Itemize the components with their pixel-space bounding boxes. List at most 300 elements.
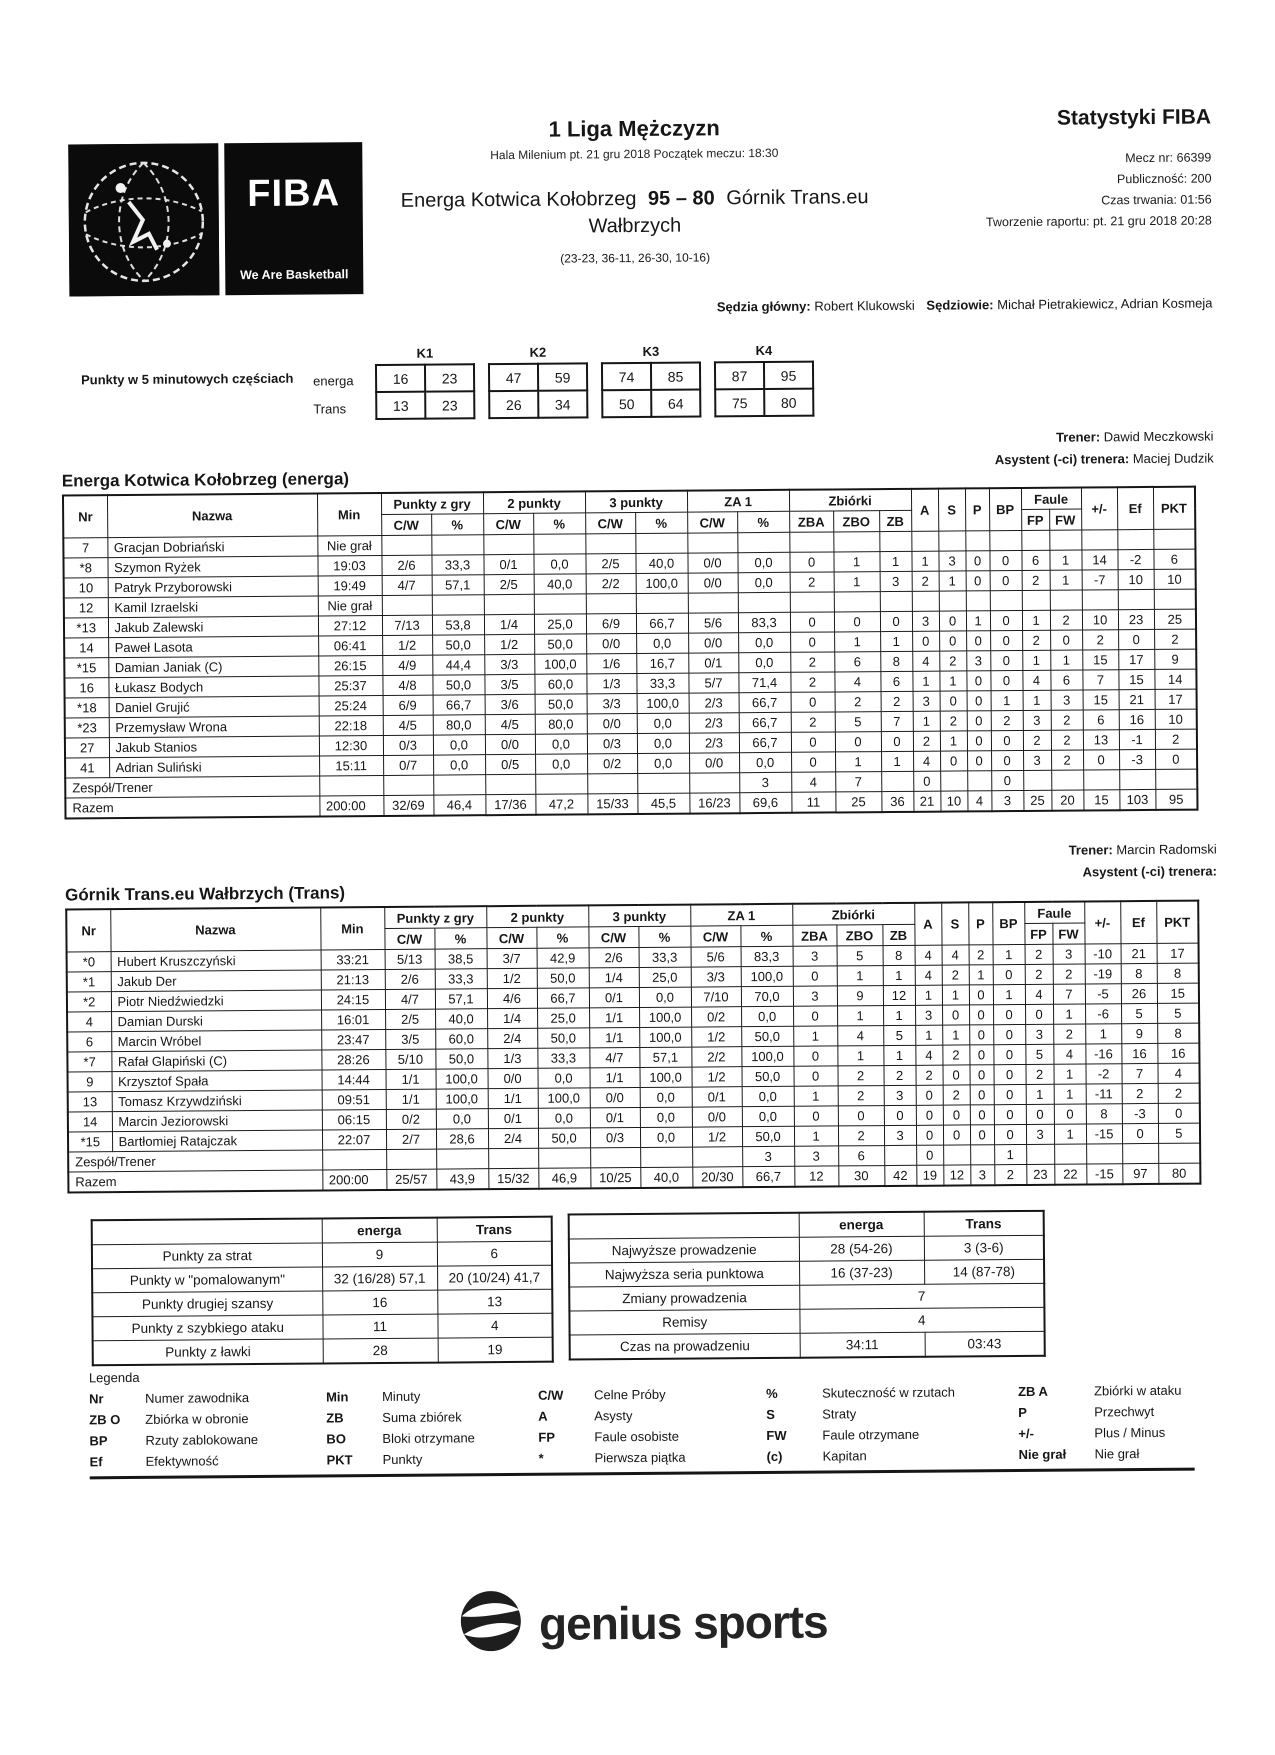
cell: 2/6 xyxy=(385,969,435,989)
cell: 0 xyxy=(794,1066,838,1086)
cell: 0 xyxy=(993,964,1025,984)
cell: 200:00 xyxy=(319,795,383,816)
cell: 3 xyxy=(1023,710,1051,730)
cell: 47 xyxy=(489,364,538,391)
cell: FW xyxy=(1049,509,1081,530)
table-row xyxy=(89,1409,326,1432)
cell: 100,0 xyxy=(639,1007,691,1027)
cell: 0 xyxy=(991,730,1023,750)
cell: 0/0 xyxy=(485,734,535,754)
cell: 6 xyxy=(838,1146,884,1166)
cell: 0 xyxy=(880,611,912,631)
element xyxy=(459,1589,524,1654)
cell: Pierwsza piątka xyxy=(594,1449,686,1466)
cell: ZB A xyxy=(1017,1383,1048,1400)
cell: 3 xyxy=(913,691,940,711)
col-p: P xyxy=(968,902,992,945)
table-row xyxy=(89,1430,326,1453)
cell: 1 xyxy=(1053,1004,1085,1024)
legend-col-4 xyxy=(766,1383,1019,1469)
cell xyxy=(640,1147,692,1167)
cell: 09:51 xyxy=(322,1089,386,1110)
cell: 2 xyxy=(991,710,1023,730)
col-bp: BP xyxy=(989,488,1021,531)
cell: 3/3 xyxy=(691,967,741,987)
cell: -2 xyxy=(1086,1064,1122,1084)
cell: 0/0 xyxy=(689,753,739,773)
cell: 2 xyxy=(790,652,834,672)
cell xyxy=(432,595,484,615)
cell: 06:15 xyxy=(322,1109,386,1130)
cell: 0 xyxy=(990,670,1022,690)
cell: 15 xyxy=(1118,669,1154,689)
cell: 0/3 xyxy=(587,734,637,754)
cell: Skuteczność w rzutach xyxy=(821,1384,956,1401)
cell: 14 xyxy=(68,1112,112,1132)
cell: 1 xyxy=(993,984,1025,1004)
cell: Jakub Stanios xyxy=(109,736,319,758)
cell xyxy=(431,535,483,555)
cell: Przechwyt xyxy=(1094,1403,1155,1420)
col-pkt: PKT xyxy=(1156,901,1198,944)
legend-columns xyxy=(89,1382,1205,1475)
referees-line xyxy=(709,295,1213,314)
cell: 0 xyxy=(993,1004,1025,1024)
cell xyxy=(1051,770,1083,790)
cell: 0 xyxy=(791,752,835,772)
legend-section xyxy=(89,1362,1205,1475)
cell: Bartłomiej Ratajczak xyxy=(112,1130,322,1152)
cell: 0 xyxy=(970,1065,994,1085)
cell: FP xyxy=(1024,923,1052,944)
cell: -6 xyxy=(1085,1004,1121,1024)
cell: 0 xyxy=(940,691,967,711)
cell: 80,0 xyxy=(535,714,587,734)
cell: 2 xyxy=(790,672,834,692)
cell: 2/6 xyxy=(381,555,431,575)
cell: 3 xyxy=(966,651,990,671)
cell: 26 xyxy=(489,391,538,418)
cell: *7 xyxy=(67,1052,111,1072)
cell: 32 (16/28) 57,1 xyxy=(322,1266,437,1291)
fiba-globe-icon xyxy=(68,143,219,296)
cell: 1 xyxy=(834,572,880,592)
cell: 19 xyxy=(438,1337,553,1362)
cell: 0,0 xyxy=(738,572,790,592)
quarter-grid xyxy=(375,343,815,420)
col-fg: Punkty z gry xyxy=(381,492,483,514)
leads-summary-table xyxy=(568,1210,1046,1361)
cell: 3 xyxy=(1051,690,1083,710)
cell: 2/2 xyxy=(691,1047,741,1067)
legend-col-3 xyxy=(538,1385,767,1471)
col-nazwa: Nazwa xyxy=(107,494,317,538)
element xyxy=(715,362,813,417)
cell: 28:26 xyxy=(321,1049,385,1070)
cell xyxy=(319,775,383,796)
cell: 0 xyxy=(835,732,881,752)
cell: 6 xyxy=(437,1241,552,1266)
cell: 0,0 xyxy=(637,753,689,773)
quarter-k3-label: K3 xyxy=(642,343,660,359)
cell: 2 xyxy=(1053,1024,1085,1044)
cell: 70,0 xyxy=(741,986,793,1006)
cell: ZB xyxy=(326,1410,344,1426)
cell: 40,0 xyxy=(635,553,687,573)
cell xyxy=(965,531,989,551)
cell: 0 xyxy=(791,732,835,752)
cell: 0 xyxy=(838,1106,884,1126)
cell: 2 xyxy=(1025,964,1053,984)
cell: 0 xyxy=(912,631,939,651)
cell xyxy=(1122,1143,1158,1163)
cell: 36 xyxy=(881,791,913,812)
cell: 1 xyxy=(1054,1064,1086,1084)
cell xyxy=(533,534,585,554)
cell: 1/2 xyxy=(484,634,534,654)
cell: 1 xyxy=(915,985,942,1005)
cell: 2 xyxy=(835,692,881,712)
cell: 25 xyxy=(1023,790,1051,811)
genius-sports-logo xyxy=(6,1583,1275,1662)
cell xyxy=(1049,530,1081,550)
cell: 25:24 xyxy=(319,695,383,716)
cell: Kapitan xyxy=(822,1448,867,1464)
cell: 15 xyxy=(1157,983,1199,1003)
cell: 40,0 xyxy=(534,574,586,594)
cell: 50,0 xyxy=(742,1066,794,1086)
cell: 16 (37-23) xyxy=(799,1260,924,1285)
cell: 8 xyxy=(1121,963,1157,983)
element xyxy=(602,362,700,417)
cell: 25,0 xyxy=(639,967,691,987)
cell: 46,9 xyxy=(538,1168,590,1189)
cell: 1/1 xyxy=(589,1007,639,1027)
cell: % xyxy=(533,513,585,534)
cell: 16 xyxy=(64,678,108,698)
cell xyxy=(1023,770,1051,790)
cell: ZBO xyxy=(836,925,882,946)
table-row xyxy=(92,1265,552,1293)
cell: Bloki otrzymane xyxy=(382,1430,475,1447)
cell: *2 xyxy=(67,992,111,1012)
cell: C/W xyxy=(486,927,536,948)
team1-assistant-name: Maciej Dudzik xyxy=(1132,450,1214,467)
table-row xyxy=(538,1406,766,1429)
cell: 5/6 xyxy=(691,947,741,967)
cell: 10 xyxy=(64,578,108,598)
table-row xyxy=(326,1408,538,1431)
cell: 0,0 xyxy=(742,1106,794,1126)
cell: 8 xyxy=(1086,1104,1122,1124)
cell: 34:11 xyxy=(800,1332,925,1357)
cell: Razem xyxy=(68,1170,322,1192)
cell xyxy=(687,533,737,553)
cell: 0,0 xyxy=(533,554,585,574)
table-row xyxy=(89,1388,326,1411)
cell: 2 xyxy=(942,1045,969,1065)
element xyxy=(602,389,700,417)
cell: Zbiórka w obronie xyxy=(145,1411,249,1427)
cell: 1 xyxy=(883,1005,915,1025)
cell: 50,0 xyxy=(435,1049,487,1069)
cell: 0/0 xyxy=(590,1087,640,1107)
col-a: A xyxy=(911,489,938,532)
cell: 30 xyxy=(838,1166,884,1187)
col-3p: 3 punkty xyxy=(588,905,690,927)
element xyxy=(995,425,1214,449)
cell: 3 xyxy=(884,1125,916,1145)
cell: 4/7 xyxy=(589,1047,639,1067)
cell: 12 xyxy=(943,1165,970,1186)
cell: 1 xyxy=(837,966,883,986)
cell: 1 xyxy=(879,551,911,571)
cell: 2 xyxy=(1022,570,1050,590)
col-2p: 2 punkty xyxy=(483,491,585,513)
cell: 2 xyxy=(939,651,966,671)
cell: 50,0 xyxy=(534,634,586,654)
cell xyxy=(790,592,834,612)
cell: Krzysztof Spała xyxy=(112,1070,322,1092)
cell: 4 xyxy=(1022,670,1050,690)
cell: % xyxy=(638,926,690,947)
cell: BP xyxy=(89,1433,108,1449)
quarter-scores-section xyxy=(81,343,815,426)
cell: 3 xyxy=(794,1146,838,1166)
cell: 50,0 xyxy=(741,1026,793,1046)
cell: 15 xyxy=(1082,650,1118,670)
cell: 2 xyxy=(940,711,967,731)
team2-coach-name: Marcin Radomski xyxy=(1116,841,1217,858)
cell: 1/4 xyxy=(484,614,534,634)
cell: 9 xyxy=(322,1242,437,1267)
cell: 06:41 xyxy=(318,635,382,656)
cell: 0,0 xyxy=(433,755,485,775)
cell: 7 xyxy=(835,772,881,792)
cell: 4/7 xyxy=(382,575,432,595)
team1-title: Energa Kotwica Kołobrzeg (energa) xyxy=(61,469,350,491)
quarter-k2-label: K2 xyxy=(529,344,547,360)
cell: Zbiórki w ataku xyxy=(1093,1382,1182,1399)
cell: 1 xyxy=(969,965,993,985)
cell: 60,0 xyxy=(435,1029,487,1049)
element xyxy=(489,363,587,418)
cell: 0 xyxy=(990,630,1022,650)
cell: 20 xyxy=(1051,790,1083,811)
cell: Minuty xyxy=(382,1388,421,1405)
cell: 6 xyxy=(834,652,880,672)
cell: 4 xyxy=(942,945,969,965)
cell: 14 xyxy=(1081,550,1117,570)
cell: 7 xyxy=(881,711,913,731)
cell xyxy=(692,1147,742,1167)
element xyxy=(1069,838,1217,861)
cell: Remisy xyxy=(569,1309,799,1335)
cell: 1 xyxy=(880,631,912,651)
cell: PKT xyxy=(326,1452,353,1468)
cell: % xyxy=(635,512,687,533)
cell: 1 xyxy=(939,671,966,691)
cell: 50 xyxy=(602,390,651,417)
table-row xyxy=(90,1451,327,1474)
cell: Nie grał xyxy=(317,536,381,557)
cell: 2 xyxy=(1022,630,1050,650)
team-b-name: Górnik Trans.eu xyxy=(726,186,869,210)
cell: 4/6 xyxy=(487,988,537,1008)
cell: 14 (87-78) xyxy=(924,1259,1044,1284)
cell: 2/3 xyxy=(689,733,739,753)
cell: 1/2 xyxy=(692,1067,742,1087)
cell: 16/23 xyxy=(689,793,739,814)
cell: 0/1 xyxy=(488,1108,538,1128)
cell: 66,7 xyxy=(739,732,791,752)
cell: 1 xyxy=(1054,1084,1086,1104)
cell: 0 xyxy=(789,552,833,572)
cell xyxy=(386,1149,436,1169)
legend-col-2 xyxy=(326,1387,539,1473)
cell: 16 xyxy=(376,365,425,392)
cell: 95 xyxy=(764,362,813,389)
element xyxy=(68,143,219,296)
cell: 0 xyxy=(834,612,880,632)
element xyxy=(63,529,1197,818)
col-pm: +/- xyxy=(1081,487,1117,530)
cell: 2 xyxy=(912,571,939,591)
cell xyxy=(585,534,635,554)
cell: 23 xyxy=(1026,1164,1054,1185)
cell: 1 xyxy=(793,1026,837,1046)
cell xyxy=(938,531,965,551)
element xyxy=(67,943,1201,1192)
cell: 69,6 xyxy=(739,792,791,813)
cell: 0 xyxy=(884,1105,916,1125)
cell xyxy=(940,771,967,791)
cell: 59 xyxy=(538,363,587,390)
cell: 1/1 xyxy=(488,1088,538,1108)
team2-coach-block xyxy=(1069,838,1217,883)
team1-coach-label: Trener: xyxy=(1055,429,1101,445)
cell: 1/6 xyxy=(586,654,636,674)
cell: 2 xyxy=(1051,730,1083,750)
cell: 3 xyxy=(884,1085,916,1105)
cell: 0 xyxy=(994,1124,1026,1144)
cell: Nie grał xyxy=(318,595,382,616)
cell: C/W xyxy=(585,513,635,534)
cell xyxy=(834,592,880,612)
table-row xyxy=(92,1241,552,1269)
element xyxy=(461,1591,521,1651)
cell xyxy=(590,1147,640,1167)
cell: 1/1 xyxy=(386,1069,436,1089)
cell: 0/0 xyxy=(687,553,737,573)
cell: 57,1 xyxy=(432,575,484,595)
cell: 0,0 xyxy=(640,1107,692,1127)
cell: 21 xyxy=(1119,689,1155,709)
cell: Rzuty zablokowane xyxy=(145,1431,259,1448)
cell: 4 xyxy=(967,791,991,812)
element xyxy=(569,1211,1044,1239)
cell: Zmiany prowadzenia xyxy=(569,1285,799,1311)
cell: 38,5 xyxy=(435,949,487,969)
cell: 57,1 xyxy=(435,989,487,1009)
cell: 19:03 xyxy=(317,556,381,577)
cell: Min xyxy=(326,1389,349,1405)
quarter-k1 xyxy=(375,345,476,420)
table-row xyxy=(1018,1424,1204,1446)
cell: 1 xyxy=(837,1006,883,1026)
cell: 1 xyxy=(1023,690,1051,710)
cell: *18 xyxy=(65,698,109,718)
cell: 2 xyxy=(1051,710,1083,730)
cell: 3 xyxy=(793,946,837,966)
element xyxy=(92,1217,552,1245)
cell: Tomasz Krzywdziński xyxy=(112,1090,322,1112)
cell: 3/5 xyxy=(484,674,534,694)
cell: 100,0 xyxy=(741,966,793,986)
cell: 3/3 xyxy=(484,654,534,674)
cell: 0/5 xyxy=(485,754,535,774)
cell: % xyxy=(737,511,789,532)
cell: 4 xyxy=(834,672,880,692)
cell: 14 xyxy=(1154,669,1196,689)
cell: 1 xyxy=(1049,550,1081,570)
cell xyxy=(1054,1144,1086,1164)
cell: 2/5 xyxy=(484,574,534,594)
cell: ZB xyxy=(879,510,911,531)
cell: 20/30 xyxy=(692,1167,742,1188)
legend-title: Legenda xyxy=(88,1369,140,1386)
cell: 0 xyxy=(881,731,913,751)
cell: ZB O xyxy=(89,1412,121,1428)
table-row xyxy=(766,1404,1018,1427)
col-3p: 3 punkty xyxy=(585,491,687,513)
quarter-k4 xyxy=(714,343,815,418)
cell: 0 xyxy=(916,1105,943,1125)
table-row xyxy=(570,1331,1045,1359)
cell: 15 xyxy=(1083,790,1119,811)
cell: 71,4 xyxy=(738,672,790,692)
cell: 4 xyxy=(913,751,940,771)
cell xyxy=(939,591,966,611)
cell: 7 xyxy=(1053,984,1085,1004)
cell: 97 xyxy=(1122,1163,1158,1184)
refs-names: Michał Pietrakiewicz, Adrian Kosmeja xyxy=(997,295,1213,313)
cell: 0,0 xyxy=(741,1006,793,1026)
cell xyxy=(535,774,587,794)
cell: Przemysław Wrona xyxy=(109,716,319,738)
cell: 9 xyxy=(837,986,883,1006)
cell: 4 xyxy=(437,1313,552,1338)
team1-coach-name: Dawid Meczkowski xyxy=(1103,428,1214,445)
cell: 100,0 xyxy=(640,1067,692,1087)
cell: 64 xyxy=(651,389,700,416)
cell: 5 xyxy=(837,946,883,966)
cell: 21 xyxy=(913,791,940,812)
table-row xyxy=(1018,1382,1204,1404)
cell: 13 xyxy=(68,1092,112,1112)
cell: -3 xyxy=(1122,1103,1158,1123)
cell: % xyxy=(434,928,486,949)
cell: 85 xyxy=(651,362,700,389)
cell: 0 xyxy=(990,610,1022,630)
cell xyxy=(381,535,431,555)
cell: 0/1 xyxy=(692,1087,742,1107)
cell: FP xyxy=(538,1429,556,1445)
cell: 0 xyxy=(967,731,991,751)
cell: Gracjan Dobriański xyxy=(107,536,317,558)
col-min: Min xyxy=(317,493,381,536)
cell: Jakub Der xyxy=(111,970,321,992)
